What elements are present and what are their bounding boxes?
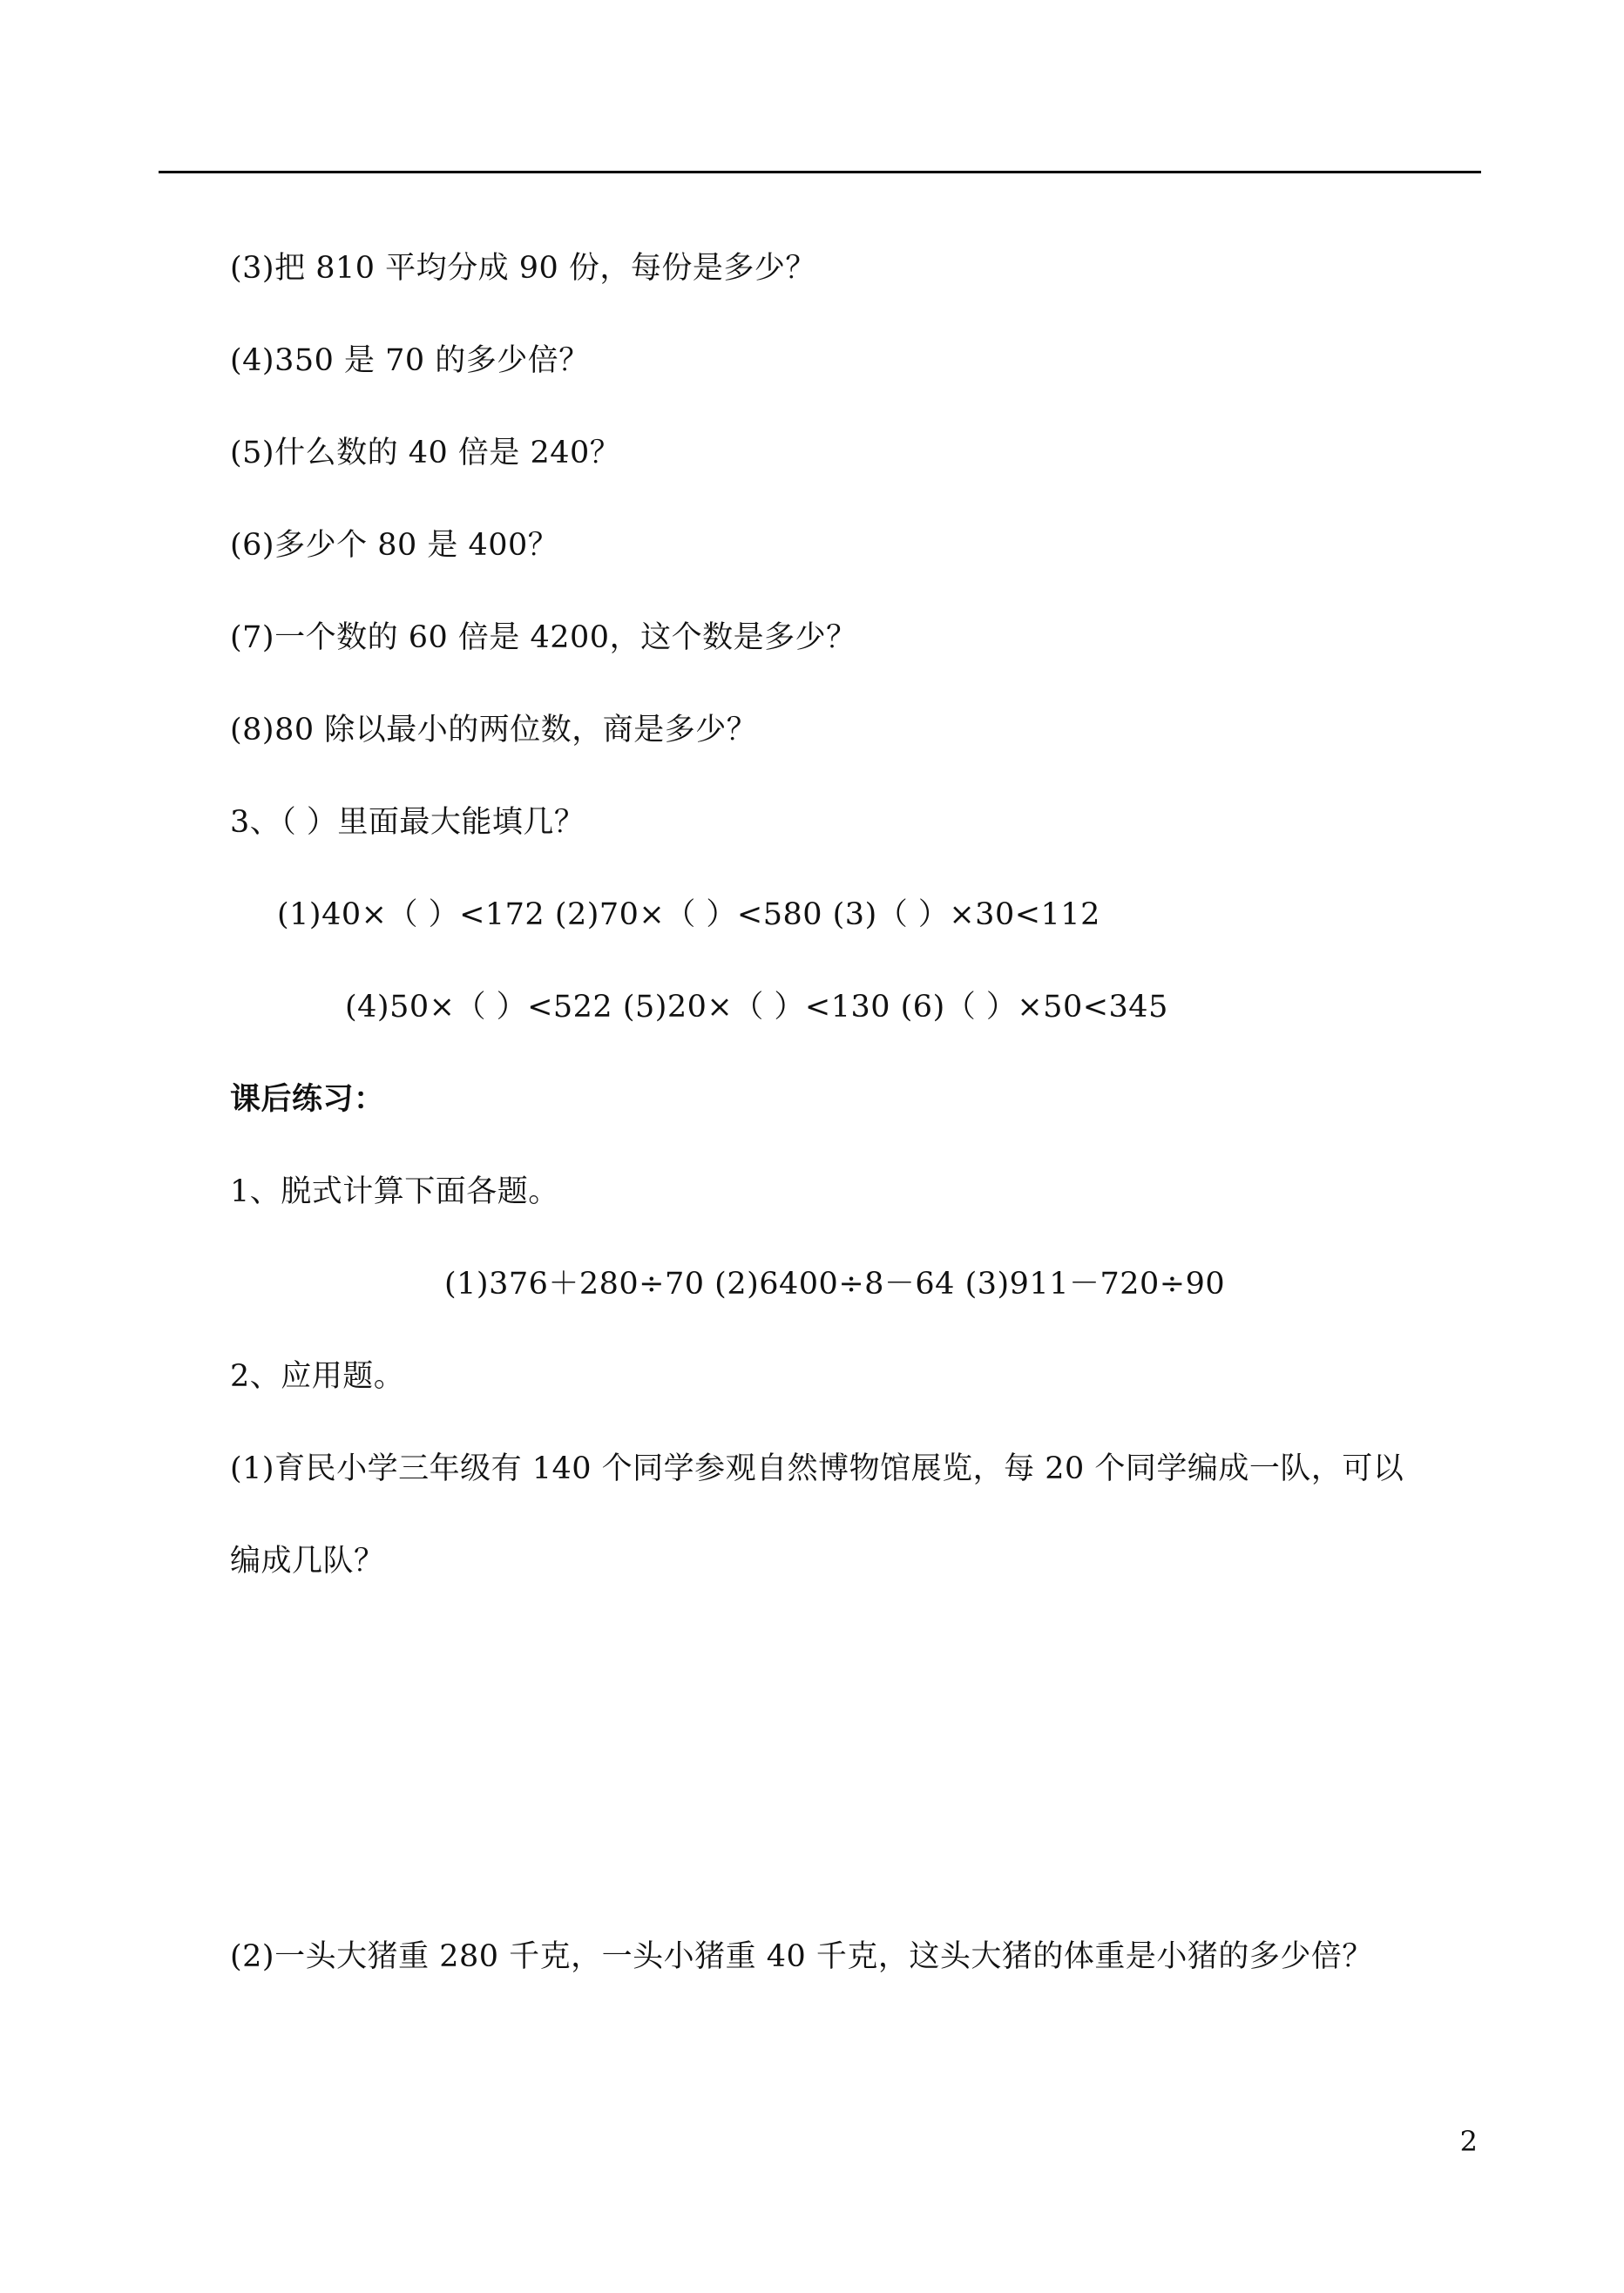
homework-q1-items: (1)376＋280÷70 (2)6400÷8－64 (3)911－720÷90: [444, 1267, 1226, 1302]
homework-q1-title: 1、脱式计算下面各题。: [230, 1174, 559, 1209]
homework-q2-2: (2)一头大猪重 280 千克，一头小猪重 40 千克，这头大猪的体重是小猪的多少倍？: [230, 1939, 1373, 1974]
homework-heading: 课后练习：: [230, 1081, 385, 1117]
question-6: (6)多少个 80 是 400？: [230, 528, 559, 563]
question-4: (4)350 是 70 的多少倍？: [230, 343, 590, 378]
page-number: 2: [1459, 2125, 1478, 2158]
section-3-title: 3、（ ）里面最大能填几？: [230, 805, 585, 840]
homework-q2-title: 2、应用题。: [230, 1359, 405, 1394]
question-8: (8)80 除以最小的两位数，商是多少？: [230, 713, 758, 747]
homework-q2-1-line-1: (1)育民小学三年级有 140 个同学参观自然博物馆展览，每 20 个同学编成一队，可以: [230, 1451, 1404, 1486]
question-3: (3)把 810 平均分成 90 份，每份是多少？: [230, 251, 816, 286]
question-5: (5)什么数的 40 倍是 240？: [230, 436, 621, 470]
homework-q2-1-line-2: 编成几队？: [230, 1544, 385, 1579]
section-3-row-2: (4)50×（ ）<522 (5)20×（ ）<130 (6)（ ）×50<345: [345, 990, 1168, 1025]
question-7: (7)一个数的 60 倍是 4200，这个数是多少？: [230, 620, 857, 655]
header-rule: [159, 171, 1481, 173]
section-3-row-1: (1)40×（ ）<172 (2)70×（ ）<580 (3)（ ）×30<112: [277, 897, 1100, 932]
